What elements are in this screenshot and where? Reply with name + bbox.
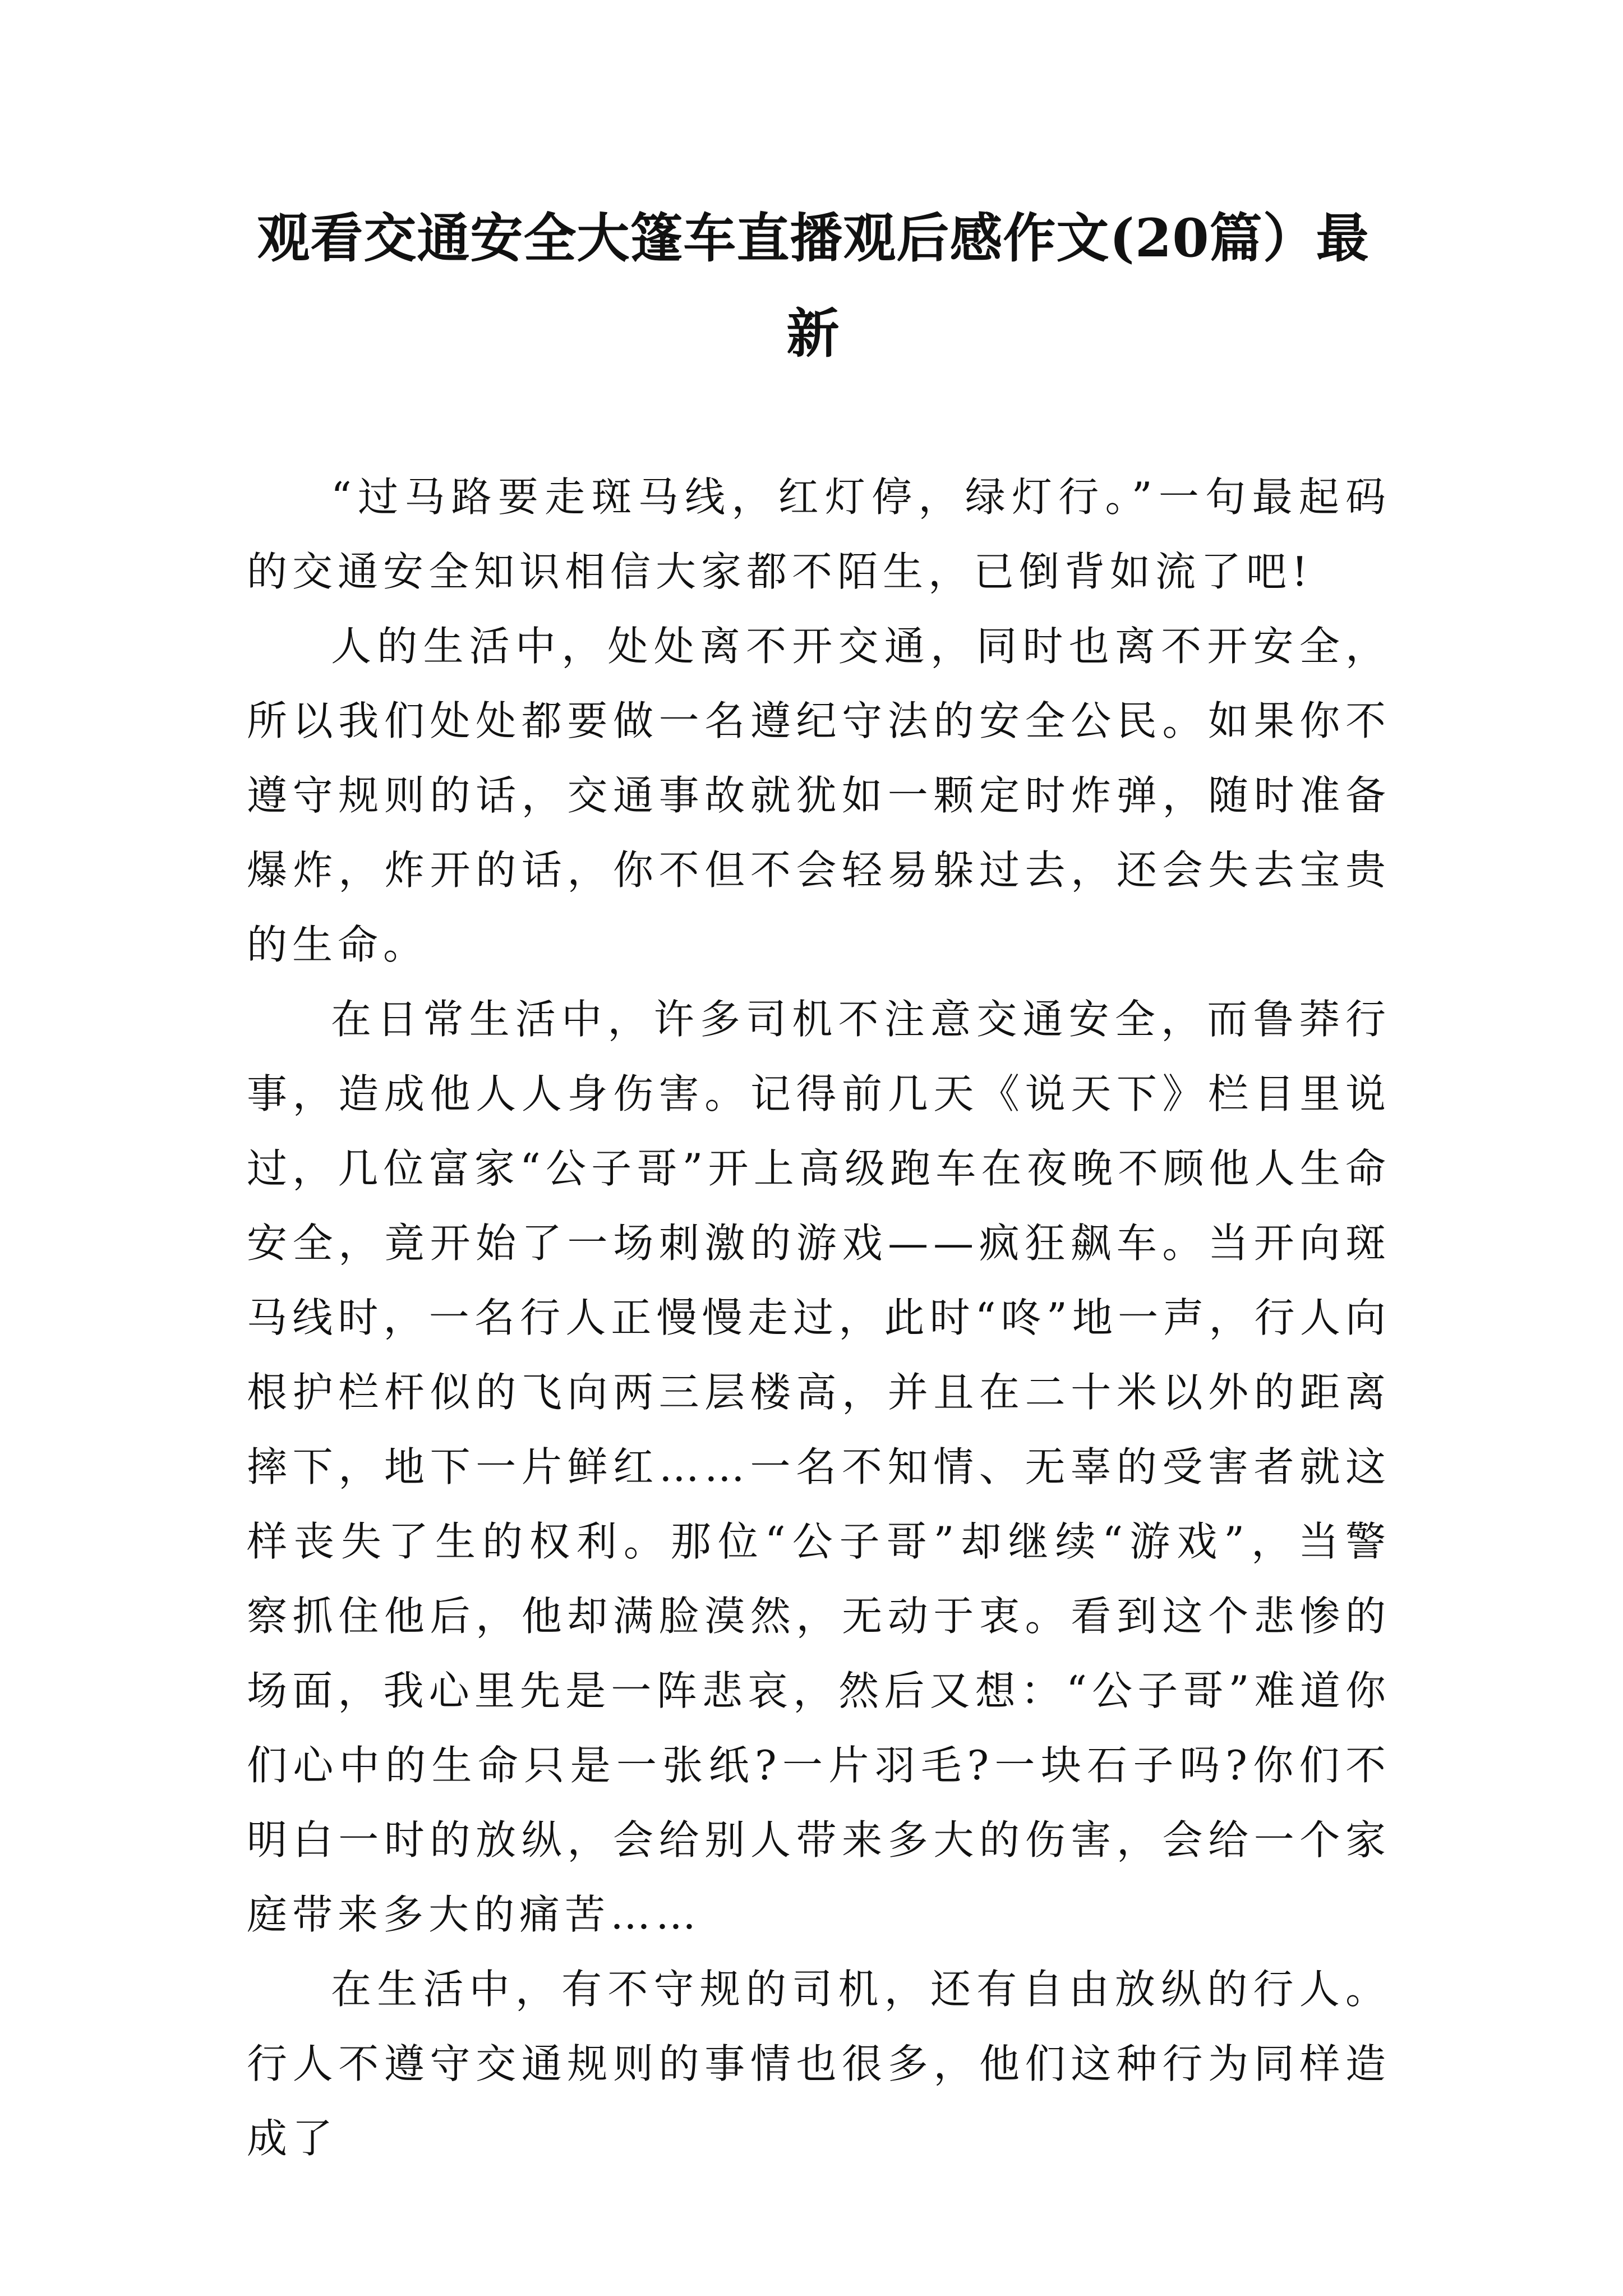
paragraph: “过马路要走斑马线，红灯停，绿灯行。”一句最起码的交通安全知识相信大家都不陌生，已倒背如流了吧! (247, 473, 1391, 595)
document-title: 观看交通安全大篷车直播观后感作文(20篇）最新 (257, 208, 1370, 365)
paragraph: 在生活中，有不守规的司机，还有自由放纵的行人。行人不遵守交通规则的事情也很多，他们这种行为同样造成了 (247, 1966, 1391, 2162)
document-body (247, 460, 1391, 2176)
paragraph: 在日常生活中，许多司机不注意交通安全，而鲁莽行事，造成他人人身伤害。记得前几天《说天下》栏目里说过，几位富家“公子哥”开上高级跑车在夜晚不顾他人生命安全，竟开始了一场刺激的游戏——疯狂飙车。当开向斑马线时，一名行人正慢慢走过，此时“咚”地一声，行人向根护栏杆似的飞向两三层楼高，并且在二十米以外的距离摔下，地下一片鲜红……一名不知情、无辜的受害者就这样丧失了生的权利。那位“公子哥”却继续“游戏”，当警察抓住他后，他却满脸漠然，无动于衷。看到这个悲惨的场面，我心里先是一阵悲哀，然后又想：“公子哥”难道你们心中的生命只是一张纸?一片羽毛?一块石子吗?你们不明白一时的放纵，会给别人带来多大的伤害，会给一个家庭带来多大的痛苦…… (247, 996, 1391, 1938)
paragraph: 人的生活中，处处离不开交通，同时也离不开安全，所以我们处处都要做一名遵纪守法的安全公民。如果你不遵守规则的话，交通事故就犹如一颗定时炸弹，随时准备爆炸，炸开的话，你不但不会轻易躲过去，还会失去宝贵的生命。 (247, 623, 1391, 968)
